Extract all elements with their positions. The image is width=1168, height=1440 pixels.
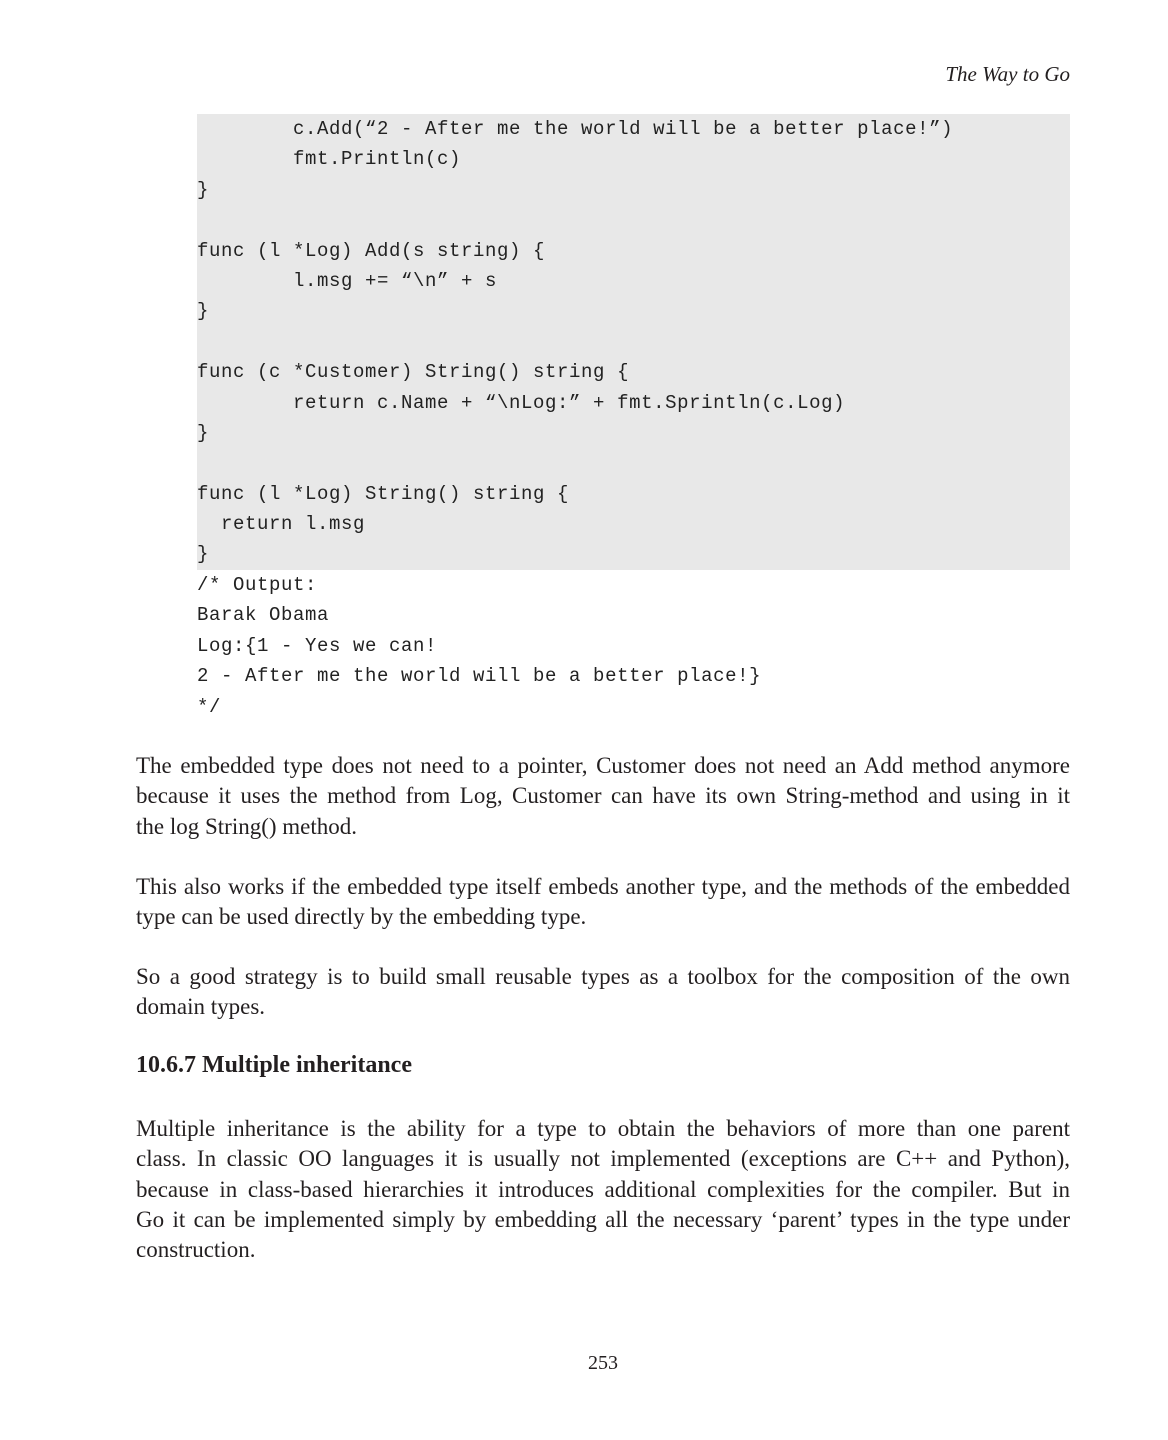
text-line: So a good strategy is to build small reusable types as a toolbox for the composition of the own: [136, 964, 1070, 989]
output-line: Barak Obama: [197, 604, 330, 627]
text-line: the log String() method.: [136, 813, 358, 839]
running-header: The Way to Go: [945, 62, 1070, 86]
code-line: }: [197, 543, 210, 566]
code-line: l.msg += “\n” + s: [197, 269, 498, 292]
page-number: 253: [588, 1352, 618, 1374]
text-line: Multiple inheritance is the ability for a type to obtain the behaviors of more than one parent: [136, 1116, 1070, 1141]
code-output: [197, 570, 1070, 722]
text-line: because it uses the method from Log, Customer can have its own String-method and using in it: [136, 783, 1070, 809]
output-line: 2 - After me the world will be a better place!}: [197, 665, 762, 688]
output-line: /* Output:: [197, 574, 318, 596]
code-line: func (l *Log) Add(s string) {: [197, 239, 546, 262]
section-heading: 10.6.7 Multiple inheritance: [136, 1052, 412, 1078]
paragraph-multiple-inheritance: [136, 1114, 1070, 1265]
text-line: The embedded type does not need to a pointer, Customer does not need an Add method anymore: [136, 753, 1070, 778]
code-listing: [197, 114, 1070, 570]
text-line: type can be used directly by the embedding type.: [136, 904, 587, 930]
text-line: domain types.: [136, 994, 266, 1020]
paragraph-embedded-pointer: [136, 751, 1070, 842]
code-line: return c.Name + “\nLog:” + fmt.Sprintln(c.Log): [197, 391, 846, 414]
code-line: return l.msg: [197, 513, 366, 536]
code-line: func (l *Log) String() string {: [197, 482, 570, 505]
code-line: func (c *Customer) String() string {: [197, 361, 630, 384]
code-line: c.Add(“2 - After me the world will be a better place!”): [197, 118, 954, 140]
code-line: }: [197, 421, 210, 444]
text-line: because in class-based hierarchies it introduces additional complexities for the compiler. But in: [136, 1176, 1070, 1202]
text-line: Go it can be implemented simply by embedding all the necessary ‘parent’ types in the type under: [136, 1206, 1070, 1232]
output-line: Log:{1 - Yes we can!: [197, 634, 438, 657]
paragraph-strategy: [136, 962, 1070, 1023]
code-line: [197, 205, 1070, 235]
paragraph-nested-embedding: [136, 872, 1070, 933]
text-line: construction.: [136, 1237, 256, 1263]
output-line: */: [197, 695, 222, 718]
code-line: [197, 448, 1070, 478]
code-line: }: [197, 300, 210, 323]
code-line: fmt.Println(c): [197, 148, 462, 171]
text-line: class. In classic OO languages it is usually not implemented (exceptions are C++ and Python),: [136, 1146, 1070, 1172]
code-line: }: [197, 178, 210, 201]
code-line: [197, 327, 1070, 357]
text-line: This also works if the embedded type itself embeds another type, and the methods of the embedded: [136, 874, 1070, 899]
